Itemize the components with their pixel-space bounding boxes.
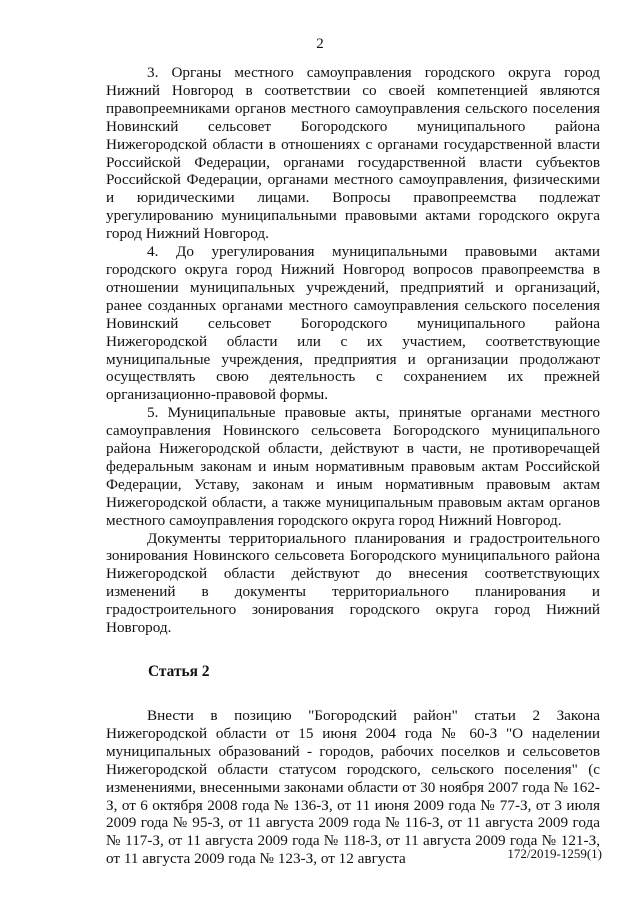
article-heading: Статья 2 (148, 663, 210, 680)
paragraph-section-4: 4. До урегулирования муниципальными правовыми актами городского округа город Нижний Новгород вопросов правопреемства в отношении муниципальных учреждений, предприятий и организаций, ранее созданных органами местного самоуправления сельского поселения Новинский сельсовет Богородского муниципального района Нижегородской области или с их участием, соответствующие муниципальные учреждения, предприятия и организации продолжают осуществлять свою деятельность с сохранением их прежней организационно-правовой формы. (106, 243, 600, 404)
page-number: 2 (316, 36, 324, 52)
paragraph-section-3: 3. Органы местного самоуправления городского округа город Нижний Новгород в соответствии со своей компетенцией являются правопреемниками органов местного самоуправления сельского поселения Новинский сельсовет Богородского муниципального района Нижегородской области в отношениях с органами государственной власти Российской Федерации, органами государственной власти субъектов Российской Федерации, органами местного самоуправления, физическими и юридическими лицами. Вопросы правопреемства подлежат урегулированию муниципальными правовыми актами городского округа город Нижний Новгород. (106, 64, 600, 243)
document-code: 172/2019-1259(1) (507, 846, 602, 861)
paragraph-section-5: 5. Муниципальные правовые акты, принятые органами местного самоуправления Новинского сельсовета Богородского муниципального района Нижегородской области, действуют в части, не противоречащей федеральным законам и иным нормативным правовым актам Российской Федерации, Уставу, законам и иным нормативным правовым актам Нижегородской области, а также муниципальным правовым актам органов местного самоуправления городского округа город Нижний Новгород. (106, 404, 600, 529)
paragraph-planning-documents: Документы территориального планирования и градостроительного зонирования Новинского сельсовета Богородского муниципального района Нижегородской области действуют до внесения соответствующих изменений в документы территориального планирования и градостроительного зонирования городского округа город Нижний Новгород. (106, 529, 600, 637)
paragraph-article-2: Внести в позицию "Богородский район" статьи 2 Закона Нижегородской области от 15 июня 2004 года № 60-З "О наделении муниципальных образований - городов, рабочих поселков и сельсоветов Нижегородской области статусом городского, сельского поселения" (с изменениями, внесенными законами области от 30 ноября 2007 года № 162-З, от 6 октября 2008 года № 136-З, от 11 июня 2009 года № 77-З, от 3 июля 2009 года № 95-З, от 11 августа 2009 года № 116-З, от 11 августа 2009 года № 117-З, от 11 августа 2009 года № 118-З, от 11 августа 2009 года № 121-З, от 11 августа 2009 года № 123-З, от 12 августа (106, 707, 600, 868)
document-body (106, 64, 600, 868)
